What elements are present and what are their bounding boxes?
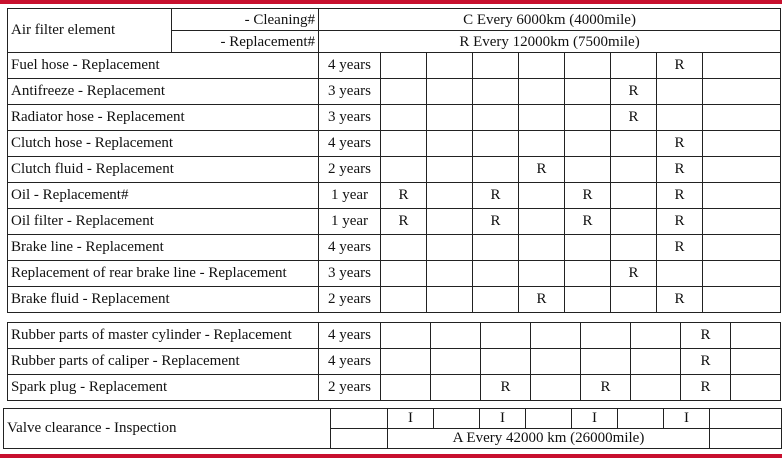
interval-mark-cell: R [681, 323, 731, 349]
interval-mark-cell [565, 105, 611, 131]
period-cell: 4 years [319, 53, 381, 79]
interval-mark-cell: R [519, 287, 565, 313]
interval-mark-cell [519, 183, 565, 209]
valve-empty-cell [710, 409, 782, 429]
interval-mark-cell [381, 131, 427, 157]
interval-mark-cell [611, 209, 657, 235]
trailing-cell [703, 209, 781, 235]
interval-mark-cell [427, 235, 473, 261]
maintenance-table-secondary [7, 322, 781, 401]
interval-mark-cell [381, 157, 427, 183]
valve-mark-cell: I [572, 409, 618, 429]
interval-mark-cell [565, 79, 611, 105]
valve-mark-cell [434, 409, 480, 429]
interval-mark-cell [611, 235, 657, 261]
interval-mark-cell [565, 157, 611, 183]
maintenance-row [8, 261, 781, 287]
interval-mark-cell [481, 323, 531, 349]
interval-mark-cell [531, 323, 581, 349]
item-name-cell: Clutch fluid - Replacement [8, 157, 319, 183]
interval-mark-cell [581, 323, 631, 349]
replacement-label: - Replacement# [172, 31, 319, 53]
item-name-cell: Radiator hose - Replacement [8, 105, 319, 131]
item-name-cell: Rubber parts of caliper - Replacement [8, 349, 319, 375]
interval-mark-cell [611, 157, 657, 183]
interval-mark-cell [519, 105, 565, 131]
cleaning-interval: C Every 6000km (4000mile) [319, 9, 781, 31]
interval-mark-cell: R [381, 183, 427, 209]
interval-mark-cell [519, 261, 565, 287]
trailing-cell [731, 349, 781, 375]
period-cell: 3 years [319, 261, 381, 287]
top-accent-bar [0, 0, 782, 4]
item-name-cell: Rubber parts of master cylinder - Replacement [8, 323, 319, 349]
interval-mark-cell [381, 235, 427, 261]
valve-empty-cell [710, 429, 782, 449]
valve-mark-cell [526, 409, 572, 429]
period-cell: 3 years [319, 105, 381, 131]
interval-mark-cell [473, 105, 519, 131]
valve-interval: A Every 42000 km (26000mile) [388, 429, 710, 449]
interval-mark-cell [431, 349, 481, 375]
period-cell: 2 years [319, 157, 381, 183]
interval-mark-cell [427, 261, 473, 287]
interval-mark-cell: R [611, 79, 657, 105]
interval-mark-cell: R [519, 157, 565, 183]
replacement-interval: R Every 12000km (7500mile) [319, 31, 781, 53]
interval-mark-cell [381, 261, 427, 287]
valve-empty-cell [331, 409, 388, 429]
interval-mark-cell [519, 131, 565, 157]
valve-mark-cell: I [480, 409, 526, 429]
interval-mark-cell [657, 79, 703, 105]
interval-mark-cell: R [681, 349, 731, 375]
trailing-cell [703, 235, 781, 261]
interval-mark-cell [473, 53, 519, 79]
period-cell: 4 years [319, 349, 381, 375]
item-name-cell: Oil filter - Replacement [8, 209, 319, 235]
valve-table-body [4, 409, 782, 449]
interval-mark-cell [657, 105, 703, 131]
valve-mark-cell: I [664, 409, 710, 429]
interval-mark-cell: R [681, 375, 731, 401]
interval-mark-cell [473, 131, 519, 157]
interval-mark-cell [657, 261, 703, 287]
maintenance-row [8, 287, 781, 313]
secondary-table-body [8, 323, 781, 401]
maintenance-row [8, 323, 781, 349]
bottom-accent-bar [0, 454, 782, 458]
period-cell: 4 years [319, 235, 381, 261]
trailing-cell [703, 183, 781, 209]
interval-mark-cell: R [581, 375, 631, 401]
interval-mark-cell: R [611, 105, 657, 131]
trailing-cell [731, 323, 781, 349]
interval-mark-cell: R [657, 157, 703, 183]
interval-mark-cell [427, 183, 473, 209]
interval-mark-cell [565, 131, 611, 157]
interval-mark-cell [531, 349, 581, 375]
interval-mark-cell [565, 53, 611, 79]
maintenance-row [8, 157, 781, 183]
maintenance-row [8, 79, 781, 105]
interval-mark-cell [611, 183, 657, 209]
interval-mark-cell: R [657, 235, 703, 261]
interval-mark-cell: R [657, 209, 703, 235]
interval-mark-cell: R [565, 183, 611, 209]
interval-mark-cell [519, 209, 565, 235]
item-name-cell: Oil - Replacement# [8, 183, 319, 209]
interval-mark-cell [565, 261, 611, 287]
trailing-cell [703, 105, 781, 131]
interval-mark-cell [611, 53, 657, 79]
interval-mark-cell [631, 375, 681, 401]
period-cell: 2 years [319, 375, 381, 401]
interval-mark-cell [381, 53, 427, 79]
interval-mark-cell [381, 375, 431, 401]
interval-mark-cell [431, 323, 481, 349]
interval-mark-cell: R [565, 209, 611, 235]
item-name-cell: Brake fluid - Replacement [8, 287, 319, 313]
trailing-cell [703, 79, 781, 105]
valve-empty-cell [331, 429, 388, 449]
interval-mark-cell [427, 79, 473, 105]
interval-mark-cell [611, 131, 657, 157]
item-name-cell: Replacement of rear brake line - Replacement [8, 261, 319, 287]
interval-mark-cell [381, 349, 431, 375]
item-name-cell: Fuel hose - Replacement [8, 53, 319, 79]
period-cell: 4 years [319, 131, 381, 157]
interval-mark-cell: R [473, 183, 519, 209]
valve-mark-cell: I [388, 409, 434, 429]
interval-mark-cell [431, 375, 481, 401]
period-cell: 3 years [319, 79, 381, 105]
period-cell: 4 years [319, 323, 381, 349]
interval-mark-cell [473, 261, 519, 287]
interval-mark-cell [565, 287, 611, 313]
interval-mark-cell [381, 105, 427, 131]
interval-mark-cell: R [611, 261, 657, 287]
valve-clearance-table [3, 408, 782, 449]
maintenance-row [8, 53, 781, 79]
maintenance-row [8, 183, 781, 209]
interval-mark-cell: R [657, 131, 703, 157]
maintenance-row [8, 235, 781, 261]
interval-mark-cell [381, 287, 427, 313]
interval-mark-cell [519, 235, 565, 261]
interval-mark-cell [473, 287, 519, 313]
interval-mark-cell: R [657, 183, 703, 209]
trailing-cell [703, 261, 781, 287]
interval-mark-cell [519, 79, 565, 105]
trailing-cell [703, 53, 781, 79]
interval-mark-cell: R [657, 53, 703, 79]
interval-mark-cell [565, 235, 611, 261]
item-name-cell: Brake line - Replacement [8, 235, 319, 261]
maintenance-row [8, 375, 781, 401]
interval-mark-cell [427, 131, 473, 157]
interval-mark-cell [481, 349, 531, 375]
interval-mark-cell [611, 287, 657, 313]
trailing-cell [731, 375, 781, 401]
interval-mark-cell [427, 53, 473, 79]
maintenance-row [8, 131, 781, 157]
item-name-cell: Clutch hose - Replacement [8, 131, 319, 157]
valve-row-marks [4, 409, 782, 429]
header-row-cleaning [8, 9, 781, 31]
interval-mark-cell [473, 157, 519, 183]
cleaning-label: - Cleaning# [172, 9, 319, 31]
valve-mark-cell [618, 409, 664, 429]
interval-mark-cell [427, 287, 473, 313]
interval-mark-cell [381, 323, 431, 349]
main-table-body [8, 9, 781, 313]
maintenance-table-main [7, 8, 781, 313]
trailing-cell [703, 131, 781, 157]
maintenance-row [8, 209, 781, 235]
interval-mark-cell [381, 79, 427, 105]
item-name-cell: Antifreeze - Replacement [8, 79, 319, 105]
period-cell: 1 year [319, 183, 381, 209]
interval-mark-cell [473, 235, 519, 261]
period-cell: 1 year [319, 209, 381, 235]
trailing-cell [703, 157, 781, 183]
interval-mark-cell: R [381, 209, 427, 235]
valve-item-label: Valve clearance - Inspection [4, 409, 331, 449]
interval-mark-cell [519, 53, 565, 79]
period-cell: 2 years [319, 287, 381, 313]
interval-mark-cell [427, 105, 473, 131]
air-filter-label: Air filter element [8, 9, 172, 53]
interval-mark-cell [427, 157, 473, 183]
interval-mark-cell: R [481, 375, 531, 401]
interval-mark-cell [631, 323, 681, 349]
item-name-cell: Spark plug - Replacement [8, 375, 319, 401]
interval-mark-cell [631, 349, 681, 375]
interval-mark-cell [473, 79, 519, 105]
interval-mark-cell: R [657, 287, 703, 313]
interval-mark-cell [581, 349, 631, 375]
interval-mark-cell [531, 375, 581, 401]
maintenance-row [8, 105, 781, 131]
maintenance-row [8, 349, 781, 375]
trailing-cell [703, 287, 781, 313]
interval-mark-cell: R [473, 209, 519, 235]
interval-mark-cell [427, 209, 473, 235]
